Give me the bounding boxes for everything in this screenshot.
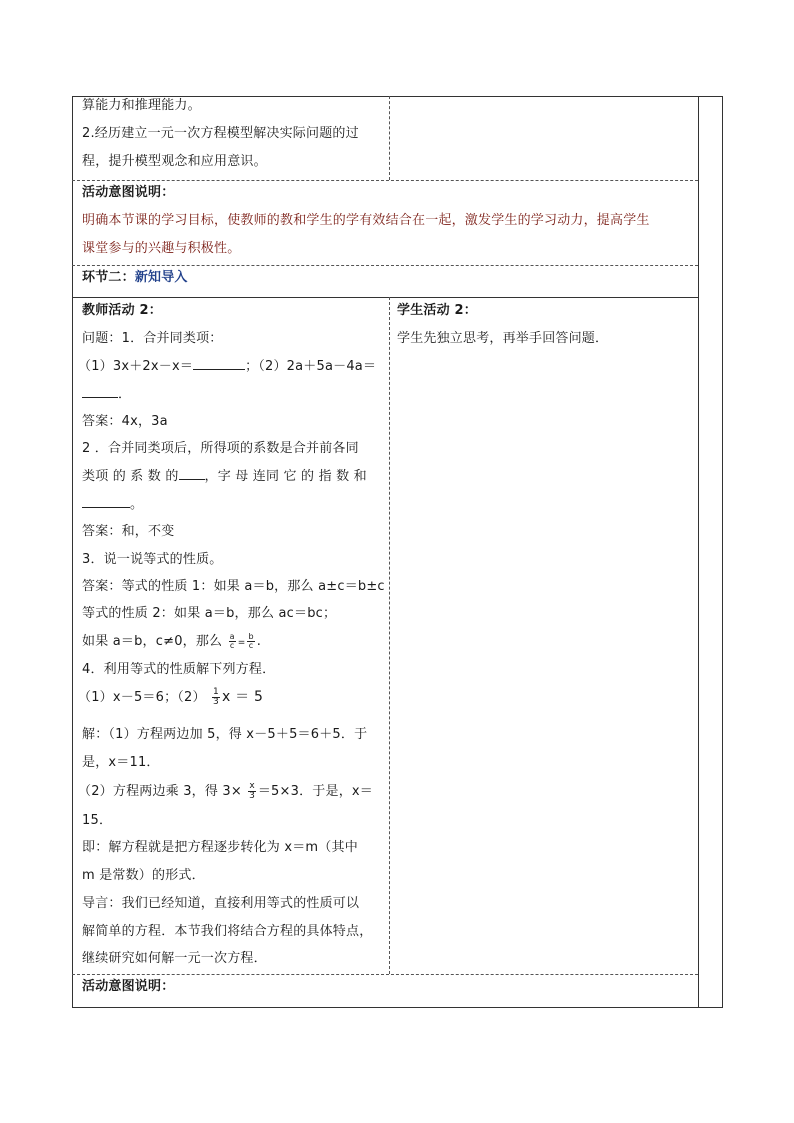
section-title: 新知导入 bbox=[134, 270, 188, 285]
answer-blank bbox=[82, 493, 130, 508]
objective-line: 算能力和推理能力。 bbox=[82, 98, 201, 113]
intent-text: 明确本节课的学习目标，使教师的教和学生的学有效结合在一起，激发学生的学习动力，提高学生 bbox=[82, 213, 650, 228]
lead-in-line: 解简单的方程．本节我们将结合方程的具体特点， bbox=[82, 924, 373, 939]
column-divider bbox=[389, 297, 390, 974]
column-divider bbox=[389, 96, 390, 180]
answer-2: 答案：和，不变 bbox=[82, 524, 175, 539]
right-margin-rule bbox=[698, 96, 699, 1008]
question-2: 2 ．合并同类项后，所得项的系数是合并前各同 bbox=[82, 441, 359, 456]
solution-1: 解：（1）方程两边加 5，得 x－5＋5＝6＋5．于 bbox=[82, 727, 368, 742]
section-prefix: 环节二： bbox=[82, 270, 135, 285]
solution-2-cont: 15． bbox=[82, 813, 113, 828]
objective-line: 2.经历建立一元一次方程模型解决实际问题的过 bbox=[82, 126, 359, 141]
fraction-one-third: $\frac{1}{3}$ bbox=[213, 687, 219, 707]
intent-heading: 活动意图说明： bbox=[82, 979, 175, 994]
summary-line: 即：解方程就是把方程逐步转化为 x＝m（其中 bbox=[82, 840, 358, 855]
answer-3-fraction: 如果 a＝b，c≠0，那么 $\frac{a}{c}$ = $\frac{b}{c}$ . bbox=[82, 632, 262, 650]
fraction-x-over-3: $\frac{x}{3}$ bbox=[249, 781, 256, 801]
intent-heading: 活动意图说明： bbox=[82, 185, 175, 200]
lead-in-line: 继续研究如何解一元一次方程． bbox=[82, 951, 267, 966]
section-header bbox=[82, 264, 188, 292]
lead-in-line: 导言：我们已经知道，直接利用等式的性质可以 bbox=[82, 896, 360, 911]
question-2-end: 。 bbox=[82, 491, 143, 519]
student-activity-text: 学生先独立思考，再举手回答问题． bbox=[397, 331, 609, 346]
fraction-a-over-c: $\frac{a}{c}$ bbox=[229, 632, 235, 650]
row-divider bbox=[72, 297, 698, 298]
fraction-b-over-c: $\frac{b}{c}$ bbox=[248, 632, 254, 650]
question-1-cont: ． bbox=[82, 381, 131, 409]
answer-3-prop2: 等式的性质 2：如果 a＝b，那么 ac＝bc； bbox=[82, 606, 337, 621]
question-4: 4．利用等式的性质解下列方程． bbox=[82, 662, 276, 677]
answer-blank bbox=[82, 383, 118, 398]
teacher-heading: 教师活动 2： bbox=[82, 303, 162, 318]
question-4-equations: （1）x－5＝6；（2） $\frac{1}{3}$ x ＝ 5 bbox=[78, 687, 264, 707]
answer-1: 答案：4x，3a bbox=[82, 414, 168, 429]
summary-line: m 是常数）的形式． bbox=[82, 868, 205, 883]
question-1-items: （1）3x＋2x－x＝ ；（2）2a＋5a－4a＝ bbox=[78, 353, 376, 381]
solution-1-cont: 是，x＝11． bbox=[82, 755, 160, 770]
question-3: 3．说一说等式的性质。 bbox=[82, 552, 223, 567]
solution-2: （2）方程两边乘 3，得 3× $\frac{x}{3}$ ＝5×3．于是，x＝ bbox=[78, 781, 373, 801]
answer-blank bbox=[193, 355, 245, 370]
question-2-cont: 类项 的 系 数 的 ，字 母 连同 它 的 指 数 和 bbox=[82, 463, 367, 491]
objective-line: 程，提升模型观念和应用意识。 bbox=[82, 154, 267, 169]
answer-3: 答案：等式的性质 1：如果 a＝b，那么 a±c＝b±c bbox=[82, 579, 385, 594]
answer-blank bbox=[179, 465, 205, 480]
student-heading: 学生活动 2： bbox=[397, 303, 477, 318]
question-1: 问题：1．合并同类项： bbox=[82, 331, 223, 346]
intent-text: 课堂参与的兴趣与积极性。 bbox=[82, 241, 241, 256]
